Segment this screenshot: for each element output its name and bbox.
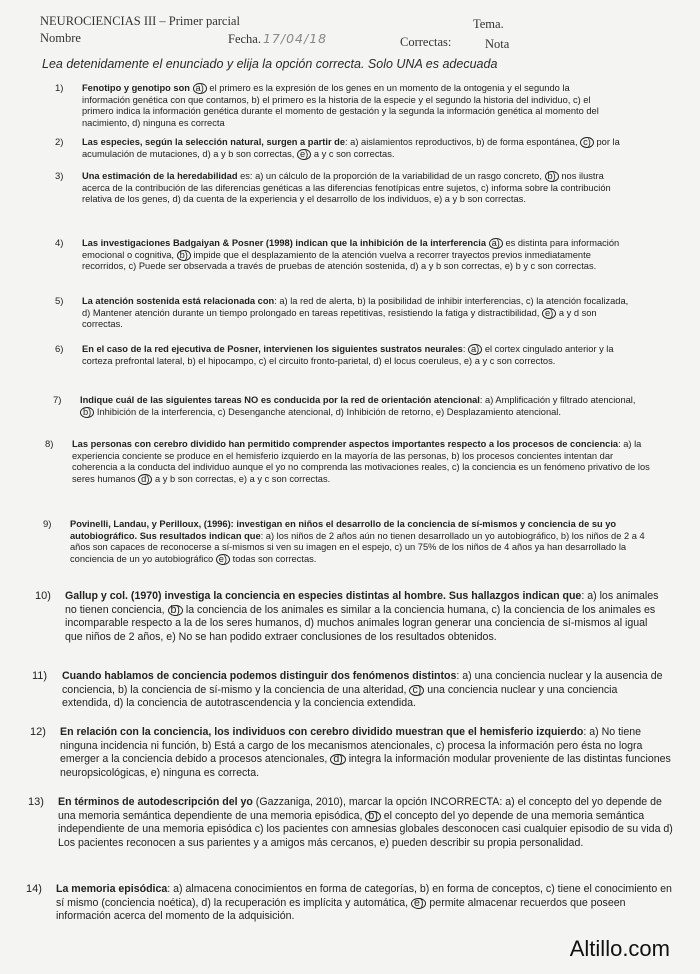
question-options: por la acumulación de mutaciones, d) a y b son correctas, bbox=[82, 137, 620, 159]
question-13 bbox=[28, 796, 676, 850]
question-4 bbox=[55, 238, 632, 273]
question-options: : a) la red de alerta, b) la posibilidad de inhibir interferencias, c) la atención focalizada, d) Mantener atención durante un tiempo prolongado en tareas repetitivas, resistiendo la fatiga y distractibilidad, bbox=[82, 296, 629, 318]
question-stem: En términos de autodescripción del yo bbox=[58, 796, 253, 808]
question-9 bbox=[43, 519, 658, 565]
question-options: el cortex cingulado anterior y la corteza prefrontal lateral, b) el hipocampo, c) el circuito fronto-parietal, d) el locus coeruleus, e) a y c son correctos. bbox=[82, 344, 614, 366]
question-stem: Gallup y col. (1970) investiga la conciencia en especies distintas al hombre. Sus hallazgos indican que bbox=[65, 590, 582, 602]
question-number: 14) bbox=[26, 883, 42, 895]
question-options: impide que el desplazamiento de la atención vuelva a recorrer trayectos previos inmediatamente recorridos, c) Puede ser observada a través de pruebas de atención sostenida, d) a y b son correctas, e) b y c son correctas. bbox=[82, 249, 597, 272]
nota-label: Nota bbox=[485, 37, 510, 51]
question-7 bbox=[53, 395, 640, 418]
question-number: 5) bbox=[55, 296, 64, 307]
correctas-label: Correctas: bbox=[400, 35, 452, 49]
question-stem: Cuando hablamos de conciencia podemos distinguir dos fenómenos distintos bbox=[62, 670, 457, 682]
tema-label: Tema. bbox=[473, 17, 504, 31]
question-stem: Povinelli, Landau, y Perilloux, (1996): investigan en niños el desarrollo de la conciencia de sí-mismos y conciencia de su yo autobiográfico. Sus resultados indican que bbox=[70, 519, 617, 541]
name-label: Nombre bbox=[40, 31, 81, 45]
question-options: : a) aislamientos reproductivos, b) de forma espontánea, bbox=[345, 137, 578, 147]
selected-answer: e) bbox=[542, 308, 556, 319]
question-stem: En el caso de la red ejecutiva de Posner, intervienen los siguientes sustratos neurales bbox=[82, 344, 463, 354]
question-options: la conciencia de los animales es similar a la conciencia humana, c) la conciencia de los animales es incomparable respecto a la de los seres humanos, d) muchos animales logran generar una conciencia de sí-mismos al igual que niños de 2 años, e) No se han podido extraer conclusiones de los resultados obtenidos. bbox=[65, 603, 656, 643]
instructions: Lea detenidamente el enunciado y elija la opción correcta. Solo UNA es adecuada bbox=[42, 57, 498, 71]
question-options: : a) una conciencia nuclear y la ausencia de conciencia, b) la conciencia de sí-mismo y la conciencia de una alteridad, bbox=[62, 670, 663, 696]
question-stem: La memoria episódica bbox=[56, 883, 168, 895]
question-8 bbox=[45, 439, 652, 485]
question-options: a y d son correctas. bbox=[82, 307, 597, 330]
selected-answer: e) bbox=[297, 149, 311, 160]
selected-answer: b) bbox=[80, 407, 94, 418]
selected-answer: a) bbox=[468, 344, 482, 355]
selected-answer: b) bbox=[545, 171, 559, 182]
selected-answer: e) bbox=[216, 554, 230, 565]
question-options: a y c son correctas. bbox=[311, 148, 395, 159]
question-options: : a) No tiene ninguna incidencia ni función, b) Está a cargo de los mecanismos atencionales, c) procesa la información pero ésta no logra emerger a la conciencia debido a procesos atencionales, bbox=[60, 726, 643, 766]
question-stem: Indique cuál de las siguientes tareas NO es conducida por la red de orientación atencional bbox=[80, 395, 480, 405]
site-watermark: Altillo.com bbox=[569, 936, 670, 961]
selected-answer: a) bbox=[193, 83, 207, 94]
question-options: : a) almacena conocimientos en forma de categorías, b) en forma de conceptos, c) tiene el conocimiento en sí mismo (conciencia noética), d) la recuperación es implícita y automática, bbox=[56, 883, 672, 909]
question-options: es distinta para información emocional o cognitiva, bbox=[82, 238, 620, 260]
question-number: 9) bbox=[43, 519, 52, 530]
question-stem: Las especies, según la selección natural, surgen a partir de bbox=[82, 137, 346, 147]
date-field bbox=[228, 31, 327, 47]
question-options: a y b son correctas, e) a y c son correctas. bbox=[152, 473, 331, 484]
question-number: 13) bbox=[28, 796, 44, 808]
question-stem: Las personas con cerebro dividido han permitido comprender aspectos importantes respecto a los procesos de conciencia bbox=[72, 439, 619, 449]
question-number: 8) bbox=[45, 439, 54, 450]
selected-answer: b) bbox=[177, 250, 191, 261]
question-options: : a) los niños de 2 años aún no tienen desarrollado un yo autobiográfico, b) los niños de 2 a 4 años son capaces de reconocerse a sí-mismos si ven su imagen en el espejo, c) un 75% de los niños de 4 años ya han desarrollado la conciencia de un yo autobiográfico bbox=[70, 530, 645, 564]
question-options: (Gazzaniga, 2010), marcar la opción INCORRECTA: a) el concepto del yo depende de una memoria semántica dependiente de una memoria episódica, bbox=[58, 796, 662, 822]
selected-answer: b) bbox=[365, 811, 380, 822]
selected-answer: c) bbox=[409, 685, 424, 696]
question-number: 4) bbox=[55, 238, 64, 249]
question-10 bbox=[35, 590, 663, 644]
question-number: 7) bbox=[53, 395, 62, 406]
question-1 bbox=[55, 83, 617, 129]
question-options: : a) los animales no tienen conciencia, bbox=[65, 590, 659, 616]
question-3 bbox=[55, 171, 627, 206]
course-title: NEUROCIENCIAS III – Primer parcial bbox=[40, 14, 240, 28]
question-options: Inhibición de la interferencia, c) Desenganche atencional, d) Inhibición de retorno, e) Desplazamiento atencional. bbox=[94, 406, 561, 417]
question-number: 10) bbox=[35, 590, 51, 602]
question-number: 6) bbox=[55, 344, 64, 355]
question-options: : bbox=[462, 344, 466, 354]
question-stem: Una estimación de la heredabilidad bbox=[82, 171, 238, 181]
selected-answer: e) bbox=[411, 898, 426, 909]
question-options: el concepto del yo depende de una memoria semántica independiente de una memoria episódica c) los pacientes con amnesias globales desconocen casi cualquier episodio de su vida d) Los pacientes reconocen a sus parientes y a amigos más cercanos, e) pueden describir su propia personalidad. bbox=[58, 809, 673, 849]
question-options: integra la información modular proveniente de las distintas funciones neuropsicológicas, e) ninguna es correcta. bbox=[60, 753, 671, 779]
question-stem: La atención sostenida está relacionada con bbox=[82, 296, 275, 306]
question-number: 11) bbox=[32, 670, 48, 682]
question-stem: Las investigaciones Badgaiyan & Posner (1998) indican que la inhibición de la interferencia bbox=[82, 238, 487, 248]
question-11 bbox=[32, 670, 666, 711]
date-value: 17/04/18 bbox=[262, 31, 328, 46]
date-label: Fecha. bbox=[228, 32, 261, 46]
question-options: una conciencia nuclear y una conciencia extendida, d) la conciencia de autotrascendencia y la conciencia extendida. bbox=[62, 683, 618, 710]
question-options: el primero es la expresión de los genes en un momento de la ontogenia y el segundo la información genética con que contamos, b) el primero es la historia de la especie y el segundo la historia del individuo, c) el primero indica la información genética durante el momento de gestación y la segunda la información genética al momento del nacimiento, d) ninguna es correcta bbox=[82, 83, 599, 128]
question-stem: En relación con la conciencia, los individuos con cerebro dividido muestran que el hemisferio izquierdo bbox=[60, 726, 584, 738]
question-options: : a) la experiencia conciente se produce en el hemisferio izquierdo en la mayoría de las personas, b) los procesos concientes intentan dar coherencia a la conducta del individuo aunque el yo no comprenda las motivaciones reales, c) la conciencia es un fenómeno privativo de los seres humanos bbox=[72, 439, 650, 484]
question-5 bbox=[55, 296, 632, 331]
selected-answer: d) bbox=[330, 754, 345, 765]
question-options: es: a) un cálculo de la proporción de la variabilidad de un rasgo concreto, bbox=[237, 171, 542, 181]
question-number: 1) bbox=[55, 83, 64, 94]
question-stem: Fenotipo y genotipo son bbox=[82, 83, 190, 93]
question-number: 3) bbox=[55, 171, 64, 182]
question-options: nos ilustra acerca de la contribución de las diferencias genéticas a las diferencias fenotípicas entre sujetos, c) informa sobre la contribución relativa de los genes, d) da cuenta de la experiencia y el desarrollo de los individuos, e) a y b son correctas. bbox=[82, 171, 611, 205]
question-options: todas son correctas. bbox=[230, 553, 317, 564]
selected-answer: b) bbox=[168, 605, 183, 616]
selected-answer: a) bbox=[489, 238, 503, 249]
question-number: 12) bbox=[30, 726, 46, 738]
question-number: 2) bbox=[55, 137, 64, 148]
question-12 bbox=[30, 726, 672, 780]
question-14 bbox=[26, 883, 680, 924]
question-6 bbox=[55, 344, 632, 367]
selected-answer: c) bbox=[580, 137, 594, 148]
question-2 bbox=[55, 137, 622, 160]
selected-answer: d) bbox=[138, 474, 152, 485]
question-options: : a) Amplificación y filtrado atencional, bbox=[479, 395, 636, 405]
question-options: permite almacenar recuerdos que poseen información acerca del momento de la adquisición. bbox=[56, 896, 626, 923]
